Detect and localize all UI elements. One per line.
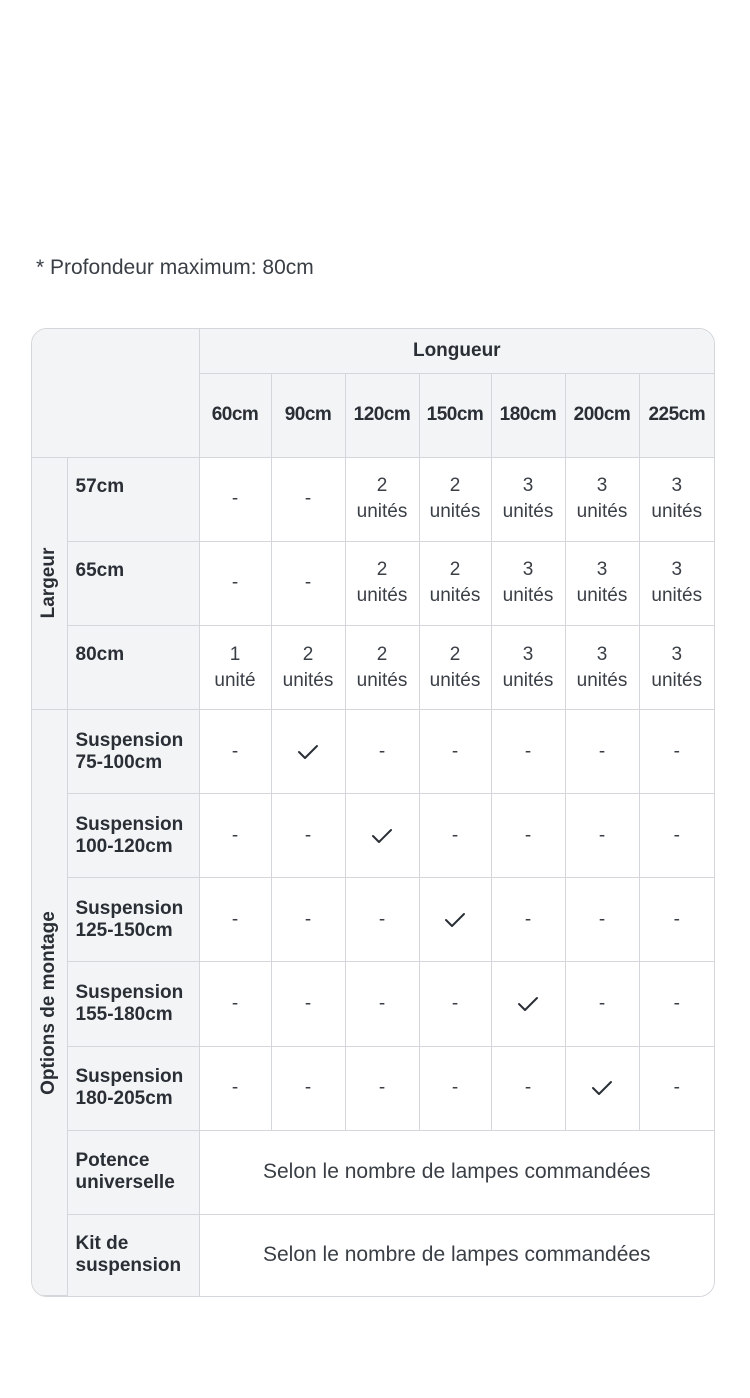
- table-row: [32, 794, 714, 878]
- table-cell: -: [199, 710, 271, 794]
- table-cell: -: [639, 962, 714, 1046]
- cell-unit: unités: [576, 501, 628, 523]
- cell-unit: unités: [429, 501, 481, 523]
- row-header-option: [67, 1214, 199, 1295]
- row-header-line: Potence: [75, 1150, 150, 1172]
- table-cell: -: [419, 962, 491, 1046]
- row-header-line: 180-205cm: [75, 1088, 173, 1110]
- row-header-65cm: 65cm: [67, 541, 199, 625]
- table-cell: -: [271, 1046, 345, 1130]
- cell-unit: unités: [356, 669, 408, 691]
- cell-unit: unités: [651, 585, 703, 607]
- row-header-line: Suspension: [75, 982, 184, 1003]
- table-cell: -: [565, 878, 639, 962]
- table-cell: [491, 625, 565, 709]
- row-header-suspension: [67, 794, 199, 878]
- table-cell: -: [345, 878, 419, 962]
- longueur-header: Longueur: [199, 329, 714, 373]
- cell-unit: unités: [502, 669, 554, 691]
- table-row: [32, 541, 714, 625]
- cell-value: 3: [522, 475, 534, 497]
- table-cell: [565, 541, 639, 625]
- table-cell: [491, 541, 565, 625]
- depth-note: * Profondeur maximum: 80cm: [36, 256, 314, 279]
- table-cell: [271, 710, 345, 794]
- table-row: [32, 710, 714, 794]
- cell-unit: unités: [502, 585, 554, 607]
- cell-value: 3: [522, 559, 534, 581]
- row-header-suspension: [67, 878, 199, 962]
- table-cell: [199, 541, 271, 625]
- row-header-line: universelle: [75, 1172, 175, 1194]
- cell-value: -: [304, 572, 312, 594]
- row-header-line: Suspension: [75, 1066, 184, 1088]
- table-cell: -: [271, 962, 345, 1046]
- cell-value: 1: [229, 643, 241, 665]
- table-cell: -: [639, 1046, 714, 1130]
- row-header-line: 75-100cm: [75, 751, 163, 773]
- cell-value: -: [231, 488, 239, 510]
- table-cell: -: [199, 794, 271, 878]
- options-label: Options de montage: [38, 910, 60, 1095]
- check-icon: [371, 823, 393, 849]
- cell-value: 2: [449, 475, 461, 497]
- table-row: [32, 457, 714, 541]
- table-cell: [639, 625, 714, 709]
- row-header-suspension: [67, 710, 199, 794]
- cell-value: 2: [376, 559, 388, 581]
- cell-value: 2: [449, 643, 461, 665]
- table-cell: -: [491, 794, 565, 878]
- table-cell: [345, 541, 419, 625]
- row-header-line: Suspension: [75, 897, 184, 919]
- cell-value: 3: [671, 643, 683, 665]
- row-header-line: 155-180cm: [75, 1004, 173, 1025]
- row-header-line: Suspension: [75, 729, 184, 751]
- table-row: [32, 1130, 714, 1214]
- cell-unit: unités: [356, 585, 408, 607]
- cell-value: -: [304, 488, 312, 510]
- cell-value: 2: [302, 643, 314, 665]
- table-cell: -: [639, 710, 714, 794]
- column-header-225cm: 225cm: [639, 373, 714, 457]
- column-header-200cm: 200cm: [565, 373, 639, 457]
- row-header-suspension: [67, 1046, 199, 1130]
- row-header-57cm: 57cm: [67, 457, 199, 541]
- table-cell: -: [491, 710, 565, 794]
- cell-unit: unités: [651, 501, 703, 523]
- table-cell: [419, 457, 491, 541]
- check-icon: [444, 907, 466, 933]
- options-group: [32, 710, 67, 1296]
- check-icon: [517, 991, 539, 1017]
- option-description: Selon le nombre de lampes commandées: [199, 1214, 714, 1295]
- table-cell: [565, 457, 639, 541]
- cell-value: 2: [376, 475, 388, 497]
- check-icon: [297, 739, 319, 765]
- table-cell: [345, 794, 419, 878]
- largeur-group: [32, 457, 67, 709]
- table-cell: [565, 625, 639, 709]
- table-cell: [345, 457, 419, 541]
- cell-value: 2: [449, 559, 461, 581]
- table-cell: [491, 457, 565, 541]
- row-header-line: Suspension: [75, 813, 184, 835]
- table-cell: [419, 541, 491, 625]
- table-cell: -: [491, 878, 565, 962]
- table-cell: [419, 878, 491, 962]
- cell-value: 3: [671, 475, 683, 497]
- table-cell: [199, 625, 271, 709]
- column-header-60cm: 60cm: [199, 373, 271, 457]
- cell-unit: unités: [429, 585, 481, 607]
- table-cell: -: [639, 794, 714, 878]
- table-cell: [419, 625, 491, 709]
- cell-unit: unité: [214, 669, 256, 691]
- table-row: [32, 878, 714, 962]
- table-cell: -: [565, 962, 639, 1046]
- cell-value: 3: [596, 559, 608, 581]
- table-cell: -: [345, 710, 419, 794]
- table-row: [32, 1214, 714, 1295]
- spec-table: [31, 328, 715, 1297]
- cell-value: 3: [671, 559, 683, 581]
- cell-value: 2: [376, 643, 388, 665]
- table-cell: -: [199, 1046, 271, 1130]
- table-cell: -: [271, 878, 345, 962]
- table-cell: [565, 1046, 639, 1130]
- column-header-90cm: 90cm: [271, 373, 345, 457]
- cell-unit: unités: [651, 669, 703, 691]
- table-cell: -: [419, 794, 491, 878]
- table-cell: -: [491, 1046, 565, 1130]
- table-cell: [639, 541, 714, 625]
- table-cell: [271, 541, 345, 625]
- row-header-line: 100-120cm: [75, 835, 173, 857]
- table-corner: [32, 329, 199, 457]
- table-row: [32, 625, 714, 709]
- column-header-120cm: 120cm: [345, 373, 419, 457]
- table-cell: [271, 457, 345, 541]
- table-cell: -: [639, 878, 714, 962]
- table-cell: [271, 625, 345, 709]
- cell-value: 3: [596, 643, 608, 665]
- table-cell: -: [565, 794, 639, 878]
- row-header-80cm: 80cm: [67, 625, 199, 709]
- row-header-line: Kit de: [75, 1233, 129, 1255]
- table-cell: [639, 457, 714, 541]
- table-cell: -: [419, 710, 491, 794]
- column-header-180cm: 180cm: [491, 373, 565, 457]
- cell-unit: unités: [282, 669, 334, 691]
- table-cell: -: [345, 962, 419, 1046]
- table-cell: -: [199, 878, 271, 962]
- table-cell: -: [345, 1046, 419, 1130]
- table-row: [32, 962, 714, 1046]
- table-cell: -: [565, 710, 639, 794]
- check-icon: [591, 1075, 613, 1101]
- cell-value: 3: [596, 475, 608, 497]
- option-description: Selon le nombre de lampes commandées: [199, 1130, 714, 1214]
- table-cell: [199, 457, 271, 541]
- cell-unit: unités: [429, 669, 481, 691]
- row-header-line: 125-150cm: [75, 919, 173, 941]
- row-header-option: [67, 1130, 199, 1214]
- cell-unit: unités: [576, 585, 628, 607]
- row-header-line: suspension: [75, 1255, 182, 1277]
- table-cell: [491, 962, 565, 1046]
- table-cell: -: [271, 794, 345, 878]
- cell-value: 3: [522, 643, 534, 665]
- table-cell: -: [419, 1046, 491, 1130]
- cell-unit: unités: [356, 501, 408, 523]
- column-header-150cm: 150cm: [419, 373, 491, 457]
- table-row: [32, 1046, 714, 1130]
- table-cell: [345, 625, 419, 709]
- table-cell: -: [199, 962, 271, 1046]
- row-header-suspension: [67, 962, 199, 1046]
- cell-unit: unités: [576, 669, 628, 691]
- cell-value: -: [231, 572, 239, 594]
- cell-unit: unités: [502, 501, 554, 523]
- largeur-label: Largeur: [38, 548, 60, 619]
